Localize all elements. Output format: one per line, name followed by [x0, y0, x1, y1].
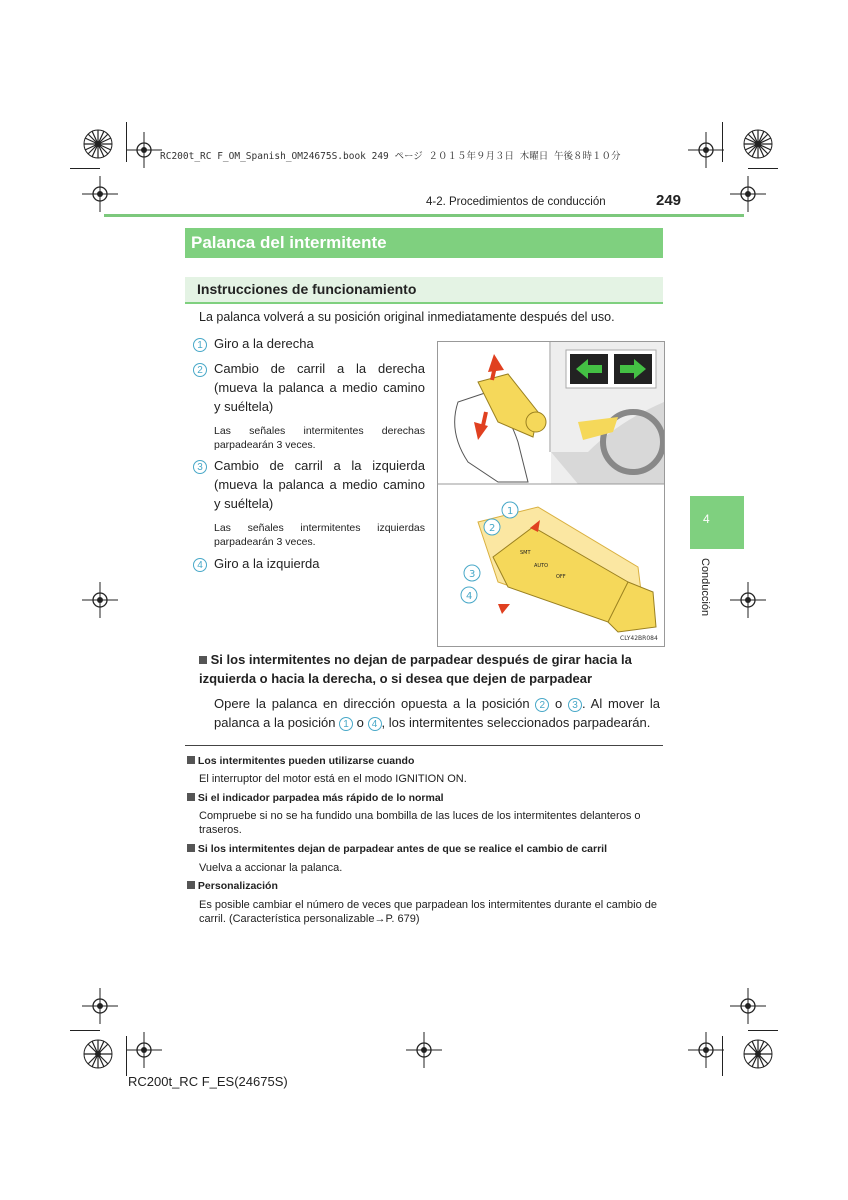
section-body-text: , los intermitentes seleccionados parpadearán. [381, 715, 651, 730]
registration-sunburst-mark [740, 1036, 776, 1072]
trim-line [722, 1036, 723, 1076]
section-body-text: . Al mover la palanca a la posición [214, 696, 660, 730]
section-divider [185, 745, 663, 746]
footer-code: RC200t_RC F_ES(24675S) [128, 1074, 288, 1089]
section-body [214, 694, 660, 732]
page-number: 249 [656, 192, 682, 209]
subtitle-bar [185, 277, 663, 304]
square-bullet-icon [187, 793, 195, 801]
crosshair-mark [730, 582, 766, 618]
section-heading-text: Si los intermitentes no dejan de parpadear después de girar hacia la izquierda o hacia la derecha, o si desea que dejen de parpadear [199, 652, 632, 686]
trim-line [126, 1036, 127, 1076]
trim-line [748, 1030, 778, 1031]
square-bullet-icon [187, 844, 195, 852]
section-heading [199, 650, 661, 688]
registration-sunburst-mark [740, 126, 776, 162]
figure-callout-label: 3 [469, 569, 476, 580]
note-title [187, 792, 444, 804]
lever-mark-smt: SMT [520, 550, 531, 556]
note-body: El interruptor del motor está en el modo IGNITION ON. [199, 773, 467, 785]
lever-mark-off: OFF [556, 574, 566, 580]
header-section: 4-2. Procedimientos de conducción [426, 196, 606, 208]
crosshair-mark [82, 176, 118, 212]
down-arrow-icon [498, 604, 510, 614]
item-number: 2 [193, 363, 207, 377]
page-title-bar [185, 228, 663, 258]
lever-hub [526, 412, 546, 432]
trim-line [126, 122, 127, 162]
registration-sunburst-mark [80, 1036, 116, 1072]
figure-callout-label: 2 [489, 523, 496, 534]
list-item [193, 359, 425, 414]
crosshair-mark [730, 176, 766, 212]
note-body: Es posible cambiar el número de veces que parpadean los intermitentes durante el cambio de carril. (Característica personalizable→P. 679) [199, 899, 657, 925]
crosshair-mark [730, 988, 766, 1024]
illustration-svg [438, 342, 664, 646]
list-item [193, 456, 425, 511]
inline-number: 2 [535, 698, 549, 712]
item-number: 3 [193, 460, 207, 474]
chapter-number: 4 [703, 512, 710, 526]
square-bullet-icon [187, 881, 195, 889]
note-title-text: Personalización [197, 880, 278, 892]
crosshair-mark [688, 132, 724, 168]
item-note: Las señales intermitentes izquierdas parpadearán 3 veces. [214, 522, 425, 548]
section-body-text: Opere la palanca en dirección opuesta a la posición [214, 696, 530, 711]
list-item [193, 334, 314, 353]
square-bullet-icon [199, 656, 207, 664]
inline-number: 3 [568, 698, 582, 712]
trim-line [722, 122, 723, 162]
crosshair-mark [82, 582, 118, 618]
turn-signal-illustration [437, 341, 665, 647]
item-number: 4 [193, 558, 207, 572]
item-text: Giro a la izquierda [214, 556, 320, 571]
trim-line [70, 1030, 100, 1031]
file-info: RC200t_RC F_OM_Spanish_OM24675S.book 249 ページ ２０１５年９月３日 木曜日 午後８時１０分 [160, 151, 621, 162]
note-body: Vuelva a accionar la palanca. [199, 862, 343, 874]
lever-mark-auto: AUTO [534, 563, 549, 569]
item-text: Cambio de carril a la izquierda (mueva la palanca a medio camino y suéltela) [214, 458, 425, 511]
figure-callout-label: 1 [507, 506, 514, 517]
note-title [187, 880, 278, 892]
crosshair-mark [406, 1032, 442, 1068]
note-body: Compruebe si no se ha fundido una bombilla de las luces de los intermitentes delanteros o traseros. [199, 810, 641, 836]
square-bullet-icon [187, 756, 195, 764]
item-text: Giro a la derecha [214, 336, 314, 351]
figure-callout-label: 4 [466, 591, 473, 602]
chapter-tab [690, 496, 744, 549]
chapter-label: Conducción [699, 558, 711, 617]
registration-sunburst-mark [80, 126, 116, 162]
figure-code: CLY42BR084 [620, 635, 658, 642]
note-title-text: Los intermitentes pueden utilizarse cuando [197, 755, 415, 767]
subtitle: Instrucciones de funcionamiento [197, 281, 417, 297]
item-number: 1 [193, 338, 207, 352]
crosshair-mark [126, 132, 162, 168]
page-title: Palanca del intermitente [191, 233, 387, 252]
note-title-text: Si el indicador parpadea más rápido de lo normal [197, 792, 444, 804]
crosshair-mark [82, 988, 118, 1024]
note-title-text: Si los intermitentes dejan de parpadear antes de que se realice el cambio de carril [197, 843, 608, 855]
trim-line [748, 168, 778, 169]
trim-line [70, 168, 100, 169]
inline-number: 1 [339, 717, 353, 731]
section-body-text: o [555, 696, 563, 711]
crosshair-mark [126, 1032, 162, 1068]
inline-number: 4 [368, 717, 382, 731]
note-title [187, 755, 414, 767]
header-rule [104, 214, 744, 217]
item-note: Las señales intermitentes derechas parpadearán 3 veces. [214, 425, 425, 451]
crosshair-mark [688, 1032, 724, 1068]
intro-text: La palanca volverá a su posición original inmediatamente después del uso. [199, 310, 615, 324]
note-title [187, 843, 607, 855]
list-item [193, 554, 320, 573]
section-body-text: o [356, 715, 364, 730]
item-text: Cambio de carril a la derecha (mueva la palanca a medio camino y suéltela) [214, 361, 425, 414]
